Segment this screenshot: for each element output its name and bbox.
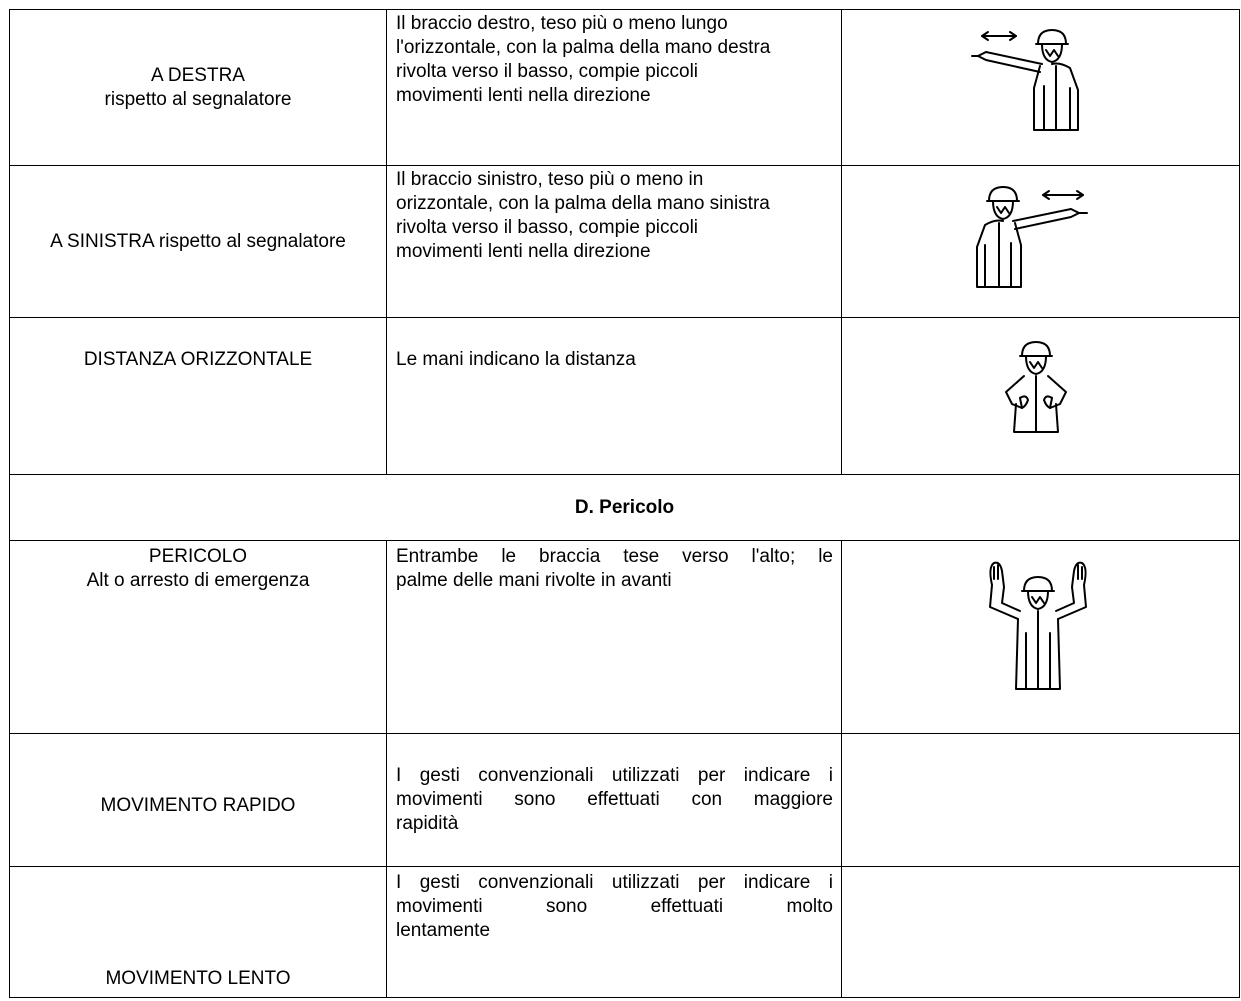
- gesture-description-line: Il braccio destro, teso più o meno lungo: [396, 13, 728, 34]
- gesture-illustration-cell: [842, 10, 1240, 166]
- table-row-distance: [10, 318, 1240, 475]
- table-row-section: [10, 475, 1240, 541]
- gesture-name-cell: [10, 867, 387, 998]
- signaller-right-arm-icon: [956, 26, 1096, 136]
- gesture-illustration-cell: [842, 166, 1240, 318]
- gesture-description-cell: [387, 10, 842, 166]
- gesture-name-cell: [10, 318, 387, 475]
- gesture-description-line: Entrambe le braccia tese verso l'alto; le: [396, 546, 833, 567]
- gesture-description-line: rapidità: [396, 813, 459, 834]
- gesture-description-line: orizzontale, con la palma della mano sinistra: [396, 193, 770, 214]
- gesture-description-cell: [387, 734, 842, 867]
- gesture-description-line: movimenti lenti nella direzione: [396, 241, 651, 262]
- gesture-description-line: palme delle mani rivolte in avanti: [396, 570, 672, 591]
- gesture-description-line: I gesti convenzionali utilizzati per indicare i: [396, 872, 833, 893]
- signaller-danger-arms-up-icon: [978, 557, 1098, 697]
- gesture-description-cell: [387, 318, 842, 475]
- gesture-illustration-cell: [842, 734, 1240, 867]
- gesture-name-line: A SINISTRA rispetto al segnalatore: [50, 230, 346, 252]
- gesture-description-line: l'orizzontale, con la palma della mano destra: [396, 37, 771, 58]
- gesture-name-line: PERICOLO: [148, 546, 248, 567]
- gesture-description-line: lentamente: [396, 920, 491, 941]
- table-row-slow: [10, 867, 1240, 998]
- gesture-name-cell: [10, 541, 387, 734]
- gesture-description-cell: [387, 541, 842, 734]
- section-title: D. Pericolo: [10, 475, 1240, 541]
- table-row-right: [10, 10, 1240, 166]
- gesture-description-line: Il braccio sinistro, teso più o meno in: [396, 169, 704, 190]
- gesture-description-line: movimenti sono effettuati con maggiore: [396, 789, 833, 810]
- gesture-signals-table: [9, 9, 1240, 998]
- gesture-name-line: A DESTRA: [151, 64, 245, 86]
- signaller-horizontal-distance-icon: [992, 338, 1082, 448]
- gesture-name-line: rispetto al segnalatore: [104, 88, 292, 110]
- gesture-illustration-cell: [842, 867, 1240, 998]
- gesture-description-line: I gesti convenzionali utilizzati per indicare i: [396, 765, 833, 786]
- gesture-description-line: movimenti lenti nella direzione: [396, 85, 651, 106]
- gesture-name-line: MOVIMENTO LENTO: [105, 968, 291, 989]
- table-row-fast: [10, 734, 1240, 867]
- gesture-illustration-cell: [842, 318, 1240, 475]
- signaller-left-arm-icon: [959, 183, 1099, 293]
- gesture-description-line: rivolta verso il basso, compie piccoli: [396, 217, 699, 238]
- gesture-name-cell: [10, 166, 387, 318]
- gesture-illustration-cell: [842, 541, 1240, 734]
- gesture-description-line: movimenti sono effettuati molto: [396, 896, 833, 917]
- gesture-name-line: MOVIMENTO RAPIDO: [100, 795, 296, 816]
- gesture-name-cell: [10, 734, 387, 867]
- gesture-signals-page: [9, 9, 1239, 1000]
- gesture-name-cell: [10, 10, 387, 166]
- gesture-description-cell: [387, 166, 842, 318]
- gesture-description-line: Le mani indicano la distanza: [396, 349, 636, 370]
- gesture-name-line: Alt o arresto di emergenza: [86, 570, 310, 591]
- gesture-description-cell: [387, 867, 842, 998]
- gesture-description-line: rivolta verso il basso, compie piccoli: [396, 61, 699, 82]
- gesture-name-line: DISTANZA ORIZZONTALE: [83, 349, 313, 370]
- table-row-danger: [10, 541, 1240, 734]
- table-row-left: [10, 166, 1240, 318]
